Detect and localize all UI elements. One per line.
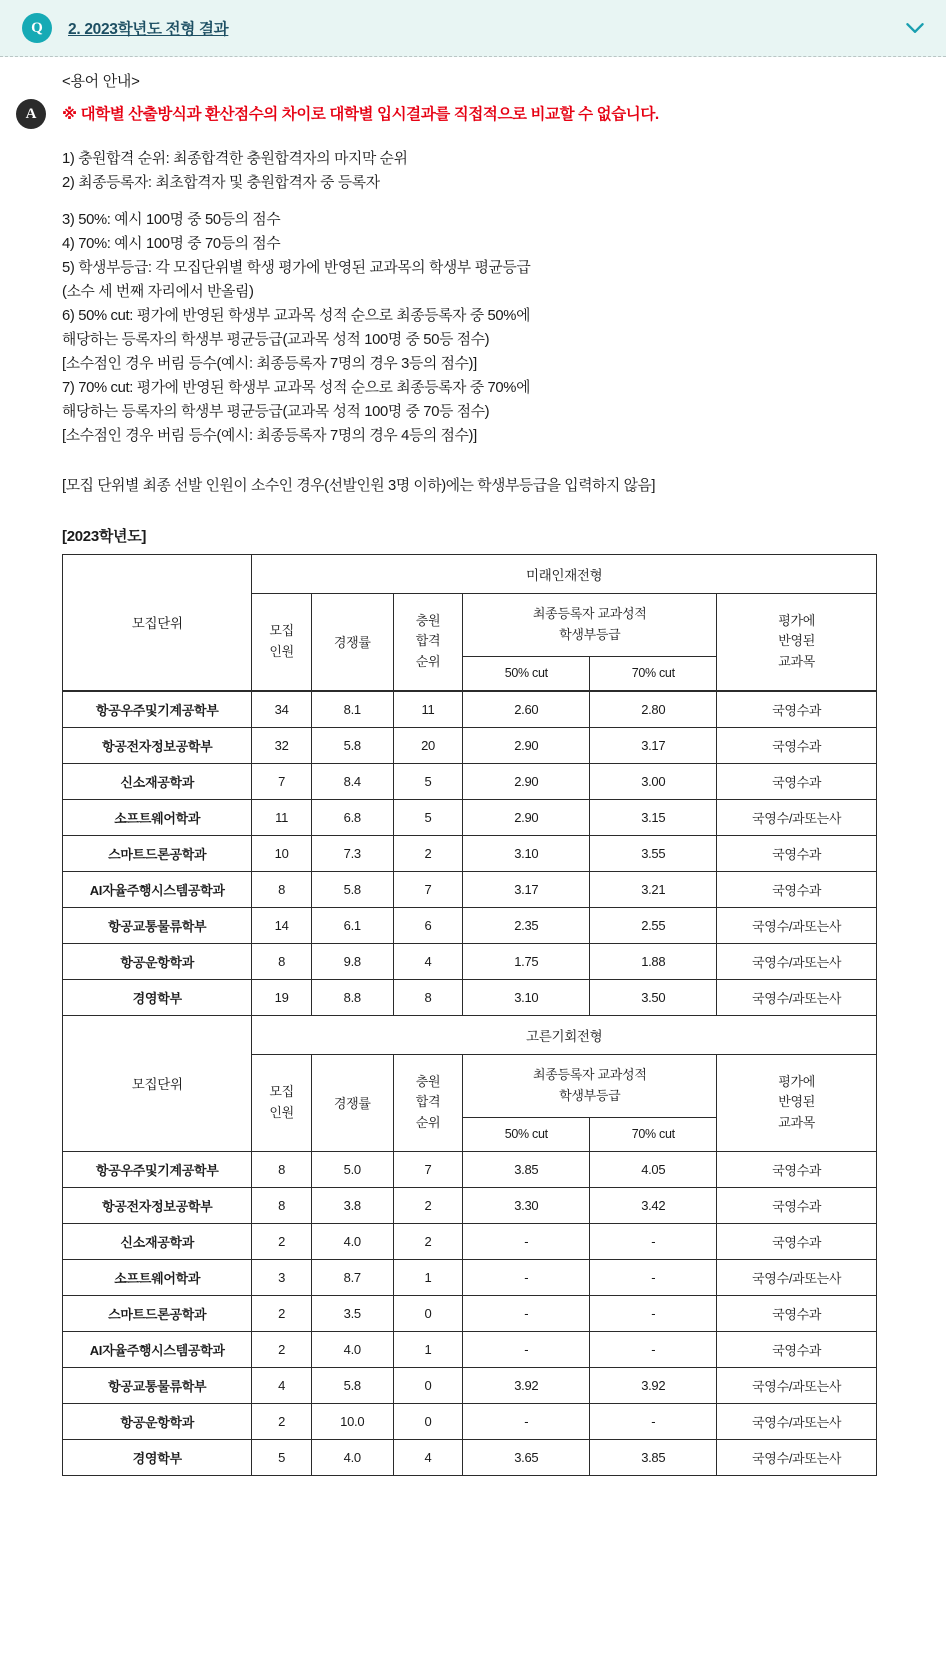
header-subject-l1: 평가에 [778, 613, 815, 629]
cell-subject: 국영수/과또는사 [717, 1259, 877, 1295]
header-cut50: 50% cut [463, 656, 590, 690]
cell-ratio: 4.0 [311, 1223, 393, 1259]
cell-cut50: 3.10 [463, 979, 590, 1015]
cell-ratio: 5.8 [311, 1367, 393, 1403]
cell-subject: 국영수과 [717, 727, 877, 763]
header-cut70: 70% cut [590, 1117, 717, 1151]
cell-rank: 4 [393, 943, 463, 979]
cell-quota: 2 [252, 1295, 311, 1331]
cell-cut50: 1.75 [463, 943, 590, 979]
table-row [63, 943, 877, 979]
cell-quota: 34 [252, 691, 311, 727]
results-table-goreun [62, 691, 877, 1476]
cell-ratio: 5.0 [311, 1151, 393, 1187]
cell-rank: 1 [393, 1259, 463, 1295]
table-row [63, 1259, 877, 1295]
table-row [63, 799, 877, 835]
cell-rank: 2 [393, 1223, 463, 1259]
table-row [63, 727, 877, 763]
cell-subject: 국영수과 [717, 1187, 877, 1223]
term-line-6: 6) 50% cut: 평가에 반영된 학생부 교과목 성적 순으로 최종등록자 중 50%에 [62, 308, 531, 325]
cell-rank: 0 [393, 1367, 463, 1403]
cell-cut50: 3.65 [463, 1439, 590, 1475]
selection-note: [모집 단위별 최종 선발 인원이 소수인 경우(선발인원 3명 이하)에는 학생부등급을 입력하지 않음] [62, 477, 656, 494]
cell-quota: 5 [252, 1439, 311, 1475]
header-grade-l2: 학생부등급 [559, 1087, 621, 1103]
cell-quota: 8 [252, 943, 311, 979]
cell-cut70: 4.05 [590, 1151, 717, 1187]
cell-subject: 국영수과 [717, 1151, 877, 1187]
cell-subject: 국영수과 [717, 691, 877, 727]
table-row [63, 691, 877, 727]
cell-subject: 국영수/과또는사 [717, 799, 877, 835]
cell-quota: 4 [252, 1367, 311, 1403]
term-line-5-text: 5) 학생부등급: 각 모집단위별 학생 평가에 반영된 교과목의 학생부 평균등급 [62, 260, 531, 277]
year-label: [2023학년도] [62, 527, 147, 545]
cell-rank: 5 [393, 799, 463, 835]
header-rank [393, 1054, 463, 1151]
header-cut50: 50% cut [463, 1117, 590, 1151]
table-header-row-title [63, 554, 877, 593]
chevron-down-icon[interactable] [902, 15, 928, 41]
cell-subject: 국영수/과또는사 [717, 1403, 877, 1439]
cell-cut50: 2.90 [463, 799, 590, 835]
cell-ratio: 6.8 [311, 799, 393, 835]
spacer [62, 449, 916, 475]
cell-unit: 항공전자정보공학부 [63, 727, 252, 763]
cell-rank: 2 [393, 835, 463, 871]
header-subject [717, 593, 877, 690]
table-row [63, 1439, 877, 1475]
header-unit: 모집단위 [63, 1015, 252, 1151]
cell-unit: 항공교통물류학부 [63, 907, 252, 943]
cell-unit: AI자율주행시스템공학과 [63, 1331, 252, 1367]
header-unit: 모집단위 [63, 554, 252, 690]
cell-cut70: 3.85 [590, 1439, 717, 1475]
table-row [63, 763, 877, 799]
header-quota [252, 593, 311, 690]
cell-cut50: 2.90 [463, 763, 590, 799]
cell-cut70: 3.50 [590, 979, 717, 1015]
term-line-7c: [소수점인 경우 버림 등수(예시: 최종등록자 7명의 경우 4등의 점수)] [62, 427, 477, 444]
header-subject-l2: 반영된 [778, 1094, 815, 1110]
header-quota-l1: 모집 [269, 1084, 294, 1100]
term-line-7b: 해당하는 등록자의 학생부 평균등급(교과목 성적 100명 중 70등 점수) [62, 403, 490, 420]
cell-quota: 11 [252, 799, 311, 835]
term-line-6c: [소수점인 경우 버림 등수(예시: 최종등록자 7명의 경우 3등의 점수)] [62, 355, 477, 372]
cell-cut70: - [590, 1295, 717, 1331]
cell-cut70: - [590, 1259, 717, 1295]
cell-subject: 국영수과 [717, 1223, 877, 1259]
cell-quota: 14 [252, 907, 311, 943]
cell-unit: 항공운항학과 [63, 1403, 252, 1439]
header-subject [717, 1054, 877, 1151]
cell-subject: 국영수/과또는사 [717, 907, 877, 943]
cell-cut50: 3.85 [463, 1151, 590, 1187]
cell-ratio: 5.8 [311, 727, 393, 763]
terminology-title: <용어 안내> [62, 73, 140, 90]
header-rank-l2: 합격 [415, 633, 441, 649]
term-line-5b: (소수 세 번째 자리에서 반올림) [62, 284, 254, 301]
cell-rank: 11 [393, 691, 463, 727]
term-line-7: 7) 70% cut: 평가에 반영된 학생부 교과목 성적 순으로 최종등록자 중 70%에 [62, 379, 531, 396]
cell-cut70: - [590, 1331, 717, 1367]
header-admission-type: 고른기회전형 [252, 1015, 877, 1054]
header-grade-group [463, 593, 717, 656]
spacer [62, 196, 916, 209]
cell-rank: 6 [393, 907, 463, 943]
cell-unit: 항공우주및기계공학부 [63, 691, 252, 727]
cell-rank: 0 [393, 1295, 463, 1331]
table-row [63, 1187, 877, 1223]
cell-unit: 항공우주및기계공학부 [63, 1151, 252, 1187]
cell-unit: 스마트드론공학과 [63, 1295, 252, 1331]
header-cut70: 70% cut [590, 656, 717, 690]
cell-rank: 7 [393, 1151, 463, 1187]
table-row [63, 907, 877, 943]
table-header-row-title [63, 1015, 877, 1054]
cell-quota: 2 [252, 1223, 311, 1259]
cell-ratio: 4.0 [311, 1331, 393, 1367]
cell-subject: 국영수/과또는사 [717, 1367, 877, 1403]
header-subject-l1: 평가에 [778, 1074, 815, 1090]
bottom-spacer [62, 1476, 916, 1568]
cell-cut70: 3.42 [590, 1187, 717, 1223]
answer-badge [16, 99, 46, 129]
cell-ratio: 8.8 [311, 979, 393, 1015]
cell-rank: 8 [393, 979, 463, 1015]
cell-cut70: - [590, 1403, 717, 1439]
cell-ratio: 9.8 [311, 943, 393, 979]
faq-question-title[interactable]: 2. 2023학년도 전형 결과 [68, 21, 229, 38]
warning-notice: ※ 대학별 산출방식과 환산점수의 차이로 대학별 입시결과를 직접적으로 비교할 수 없습니다. [62, 105, 659, 123]
term-line-2: 2) 최종등록자: 최초합격자 및 충원합격자 중 등록자 [62, 175, 380, 192]
question-badge-label: Q [31, 19, 43, 36]
cell-quota: 32 [252, 727, 311, 763]
cell-cut70: 2.80 [590, 691, 717, 727]
cell-unit: 스마트드론공학과 [63, 835, 252, 871]
table-row [63, 1223, 877, 1259]
cell-rank: 7 [393, 871, 463, 907]
cell-subject: 국영수/과또는사 [717, 1439, 877, 1475]
header-grade-l1: 최종등록자 교과성적 [532, 1067, 647, 1083]
answer-badge-wrap [16, 99, 46, 129]
cell-cut50: - [463, 1223, 590, 1259]
table-row [63, 1151, 877, 1187]
cell-cut50: 2.35 [463, 907, 590, 943]
cell-cut70: 2.55 [590, 907, 717, 943]
header-quota-l2: 인원 [269, 1104, 294, 1120]
header-subject-l2: 반영된 [778, 633, 815, 649]
header-grade-l1: 최종등록자 교과성적 [532, 606, 647, 622]
table-row [63, 1331, 877, 1367]
cell-ratio: 10.0 [311, 1403, 393, 1439]
cell-quota: 8 [252, 871, 311, 907]
cell-quota: 8 [252, 1151, 311, 1187]
cell-subject: 국영수/과또는사 [717, 943, 877, 979]
cell-quota: 2 [252, 1403, 311, 1439]
cell-cut50: - [463, 1331, 590, 1367]
cell-quota: 8 [252, 1187, 311, 1223]
cell-subject: 국영수과 [717, 763, 877, 799]
cell-unit: 신소재공학과 [63, 763, 252, 799]
cell-cut50: 3.30 [463, 1187, 590, 1223]
header-rank-l3: 순위 [415, 653, 441, 669]
term-line-3: 3) 50%: 예시 100명 중 50등의 점수 [62, 212, 281, 229]
cell-quota: 2 [252, 1331, 311, 1367]
table-row [63, 871, 877, 907]
header-ratio: 경쟁률 [311, 593, 393, 690]
cell-unit: 소프트웨어학과 [63, 799, 252, 835]
cell-unit: AI자율주행시스템공학과 [63, 871, 252, 907]
cell-subject: 국영수과 [717, 871, 877, 907]
cell-cut50: 3.10 [463, 835, 590, 871]
cell-cut50: 3.92 [463, 1367, 590, 1403]
cell-ratio: 4.0 [311, 1439, 393, 1475]
cell-ratio: 8.1 [311, 691, 393, 727]
table-row [63, 1295, 877, 1331]
faq-question-header[interactable] [0, 0, 946, 57]
cell-cut50: - [463, 1403, 590, 1439]
header-subject-l3: 교과목 [778, 1114, 815, 1130]
results-table-2-wrap [62, 691, 916, 1476]
cell-subject: 국영수/과또는사 [717, 979, 877, 1015]
term-line-1: 1) 충원합격 순위: 최종합격한 충원합격자의 마지막 순위 [62, 151, 408, 168]
cell-rank: 0 [393, 1403, 463, 1439]
answer-badge-label: A [25, 105, 37, 122]
cell-rank: 1 [393, 1331, 463, 1367]
cell-cut70: 3.92 [590, 1367, 717, 1403]
term-line-5 [62, 257, 916, 281]
cell-unit: 항공운항학과 [63, 943, 252, 979]
header-subject-l3: 교과목 [778, 653, 815, 669]
results-table-mirae [62, 554, 877, 691]
cell-cut50: 2.90 [463, 727, 590, 763]
cell-unit: 항공전자정보공학부 [63, 1187, 252, 1223]
header-admission-type: 미래인재전형 [252, 554, 877, 593]
cell-cut70: 3.55 [590, 835, 717, 871]
cell-ratio: 3.5 [311, 1295, 393, 1331]
table-row [63, 835, 877, 871]
header-quota [252, 1054, 311, 1151]
term-line-4: 4) 70%: 예시 100명 중 70등의 점수 [62, 236, 281, 253]
cell-cut50: - [463, 1259, 590, 1295]
cell-ratio: 5.8 [311, 871, 393, 907]
cell-cut50: - [463, 1295, 590, 1331]
term-line-6b: 해당하는 등록자의 학생부 평균등급(교과목 성적 100명 중 50등 점수) [62, 332, 490, 348]
cell-cut70: 1.88 [590, 943, 717, 979]
cell-unit: 소프트웨어학과 [63, 1259, 252, 1295]
header-rank-l3: 순위 [415, 1114, 441, 1130]
table-row [63, 1403, 877, 1439]
header-rank [393, 593, 463, 690]
faq-answer-body [0, 57, 946, 1568]
cell-cut70: 3.17 [590, 727, 717, 763]
cell-cut50: 2.60 [463, 691, 590, 727]
cell-ratio: 8.7 [311, 1259, 393, 1295]
cell-unit: 항공교통물류학부 [63, 1367, 252, 1403]
cell-cut70: - [590, 1223, 717, 1259]
question-badge [22, 13, 52, 43]
cell-rank: 2 [393, 1187, 463, 1223]
cell-ratio: 8.4 [311, 763, 393, 799]
cell-unit: 경영학부 [63, 979, 252, 1015]
header-rank-l1: 충원 [415, 1074, 441, 1090]
cell-unit: 경영학부 [63, 1439, 252, 1475]
header-rank-l2: 합격 [415, 1094, 441, 1110]
cell-cut70: 3.21 [590, 871, 717, 907]
cell-subject: 국영수과 [717, 1295, 877, 1331]
cell-quota: 10 [252, 835, 311, 871]
table-row [63, 979, 877, 1015]
answer-content [0, 71, 946, 1568]
cell-quota: 7 [252, 763, 311, 799]
header-quota-l2: 인원 [269, 643, 294, 659]
cell-quota: 3 [252, 1259, 311, 1295]
header-ratio: 경쟁률 [311, 1054, 393, 1151]
results-table-1-wrap [62, 554, 916, 691]
cell-rank: 5 [393, 763, 463, 799]
cell-cut50: 3.17 [463, 871, 590, 907]
table-row [63, 1367, 877, 1403]
header-grade-group [463, 1054, 717, 1117]
cell-ratio: 3.8 [311, 1187, 393, 1223]
cell-subject: 국영수과 [717, 1331, 877, 1367]
cell-quota: 19 [252, 979, 311, 1015]
header-quota-l1: 모집 [269, 623, 294, 639]
header-rank-l1: 충원 [415, 613, 441, 629]
cell-rank: 4 [393, 1439, 463, 1475]
cell-subject: 국영수과 [717, 835, 877, 871]
cell-cut70: 3.15 [590, 799, 717, 835]
cell-rank: 20 [393, 727, 463, 763]
cell-ratio: 6.1 [311, 907, 393, 943]
cell-unit: 신소재공학과 [63, 1223, 252, 1259]
header-grade-l2: 학생부등급 [559, 626, 621, 642]
cell-cut70: 3.00 [590, 763, 717, 799]
cell-ratio: 7.3 [311, 835, 393, 871]
